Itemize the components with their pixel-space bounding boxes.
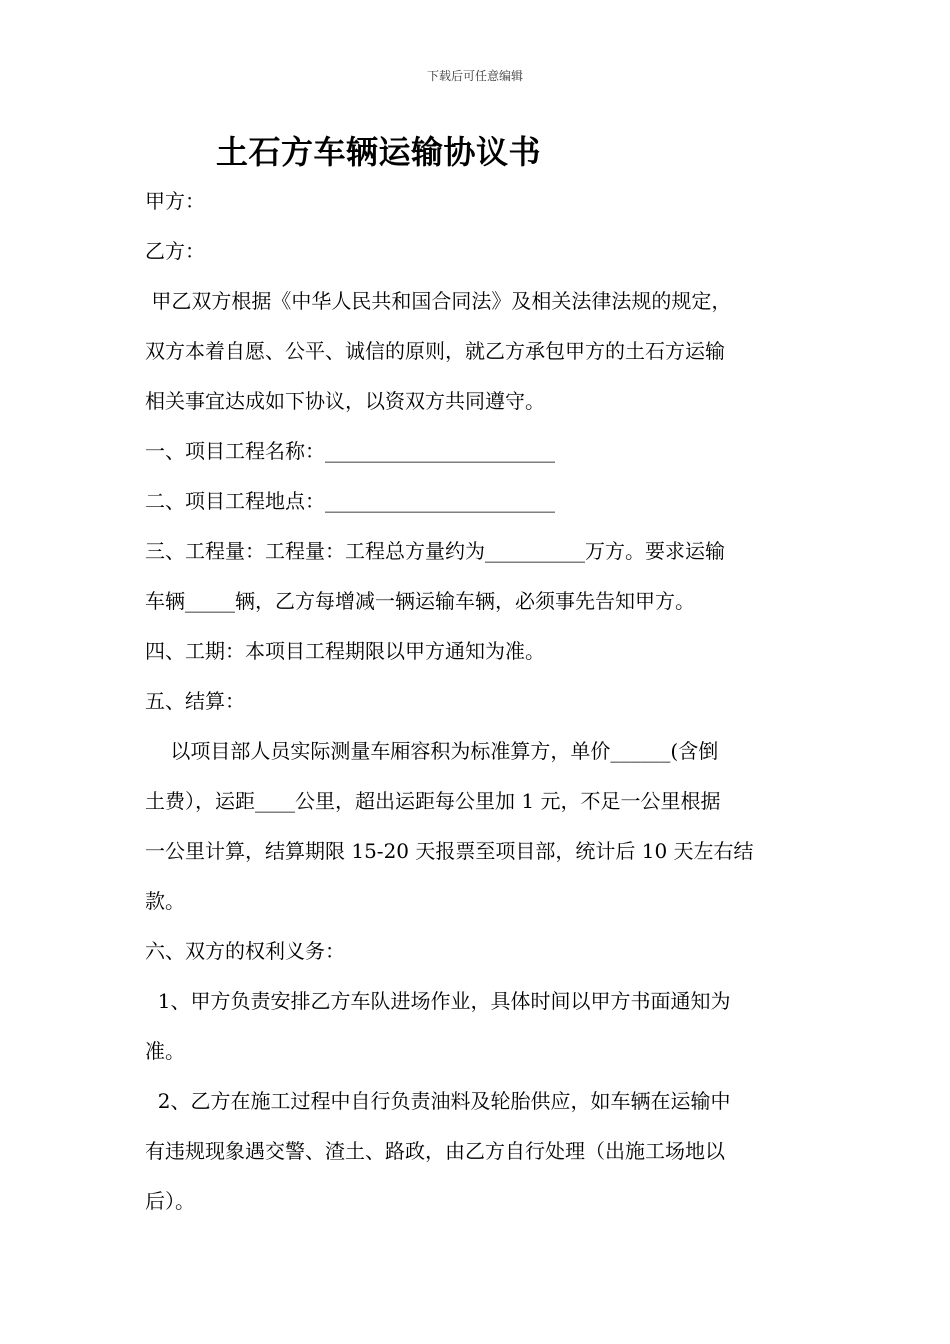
preamble-line-2: 双方本着自愿、公平、诚信的原则，就乙方承包甲方的土石方运输	[145, 339, 725, 363]
header-note: 下载后可任意编辑	[426, 69, 523, 83]
party-b-line: 乙方：	[145, 239, 205, 263]
settlement-line-4: 款。	[145, 889, 185, 913]
clause-quantity-line-1: 三、工程量：工程量：工程总方量约为__________万方。要求运输	[145, 539, 725, 563]
settlement-line-2: 土费），运距____公里，超出运距每公里加 1 元，不足一公里根据	[145, 789, 721, 813]
rights-item-2-line-1: 2、乙方在施工过程中自行负责油料及轮胎供应，如车辆在运输中	[145, 1089, 731, 1113]
clause-quantity-line-2: 车辆_____辆，乙方每增减一辆运输车辆，必须事先告知甲方。	[145, 589, 695, 613]
preamble-line-1: 甲乙双方根据《中华人民共和国合同法》及相关法律法规的规定，	[145, 289, 732, 313]
rights-item-2-line-3: 后）。	[145, 1189, 195, 1213]
clause-project-location: 二、项目工程地点：_______________________	[145, 489, 555, 513]
settlement-line-1: 以项目部人员实际测量车厢容积为标准算方，单价______(含倒	[145, 739, 719, 763]
clause-project-name: 一、项目工程名称：_______________________	[145, 439, 555, 463]
clause-rights-heading: 六、双方的权利义务：	[145, 939, 345, 963]
clause-settlement-heading: 五、结算：	[145, 689, 245, 713]
party-a-line: 甲方：	[145, 189, 205, 213]
clause-duration: 四、工期：本项目工程期限以甲方通知为准。	[145, 639, 545, 663]
rights-item-1-line-2: 准。	[145, 1039, 185, 1063]
settlement-line-3: 一公里计算，结算期限 15-20 天报票至项目部，统计后 10 天左右结	[145, 839, 754, 863]
rights-item-1-line-1: 1、甲方负责安排乙方车队进场作业，具体时间以甲方书面通知为	[145, 989, 731, 1013]
document-body	[145, 176, 809, 1226]
rights-item-2-line-2: 有违规现象遇交警、渣土、路政，由乙方自行处理（出施工场地以	[145, 1139, 725, 1163]
preamble-line-3: 相关事宜达成如下协议，以资双方共同遵守。	[145, 389, 545, 413]
document-title: 土石方车辆运输协议书	[216, 133, 542, 171]
